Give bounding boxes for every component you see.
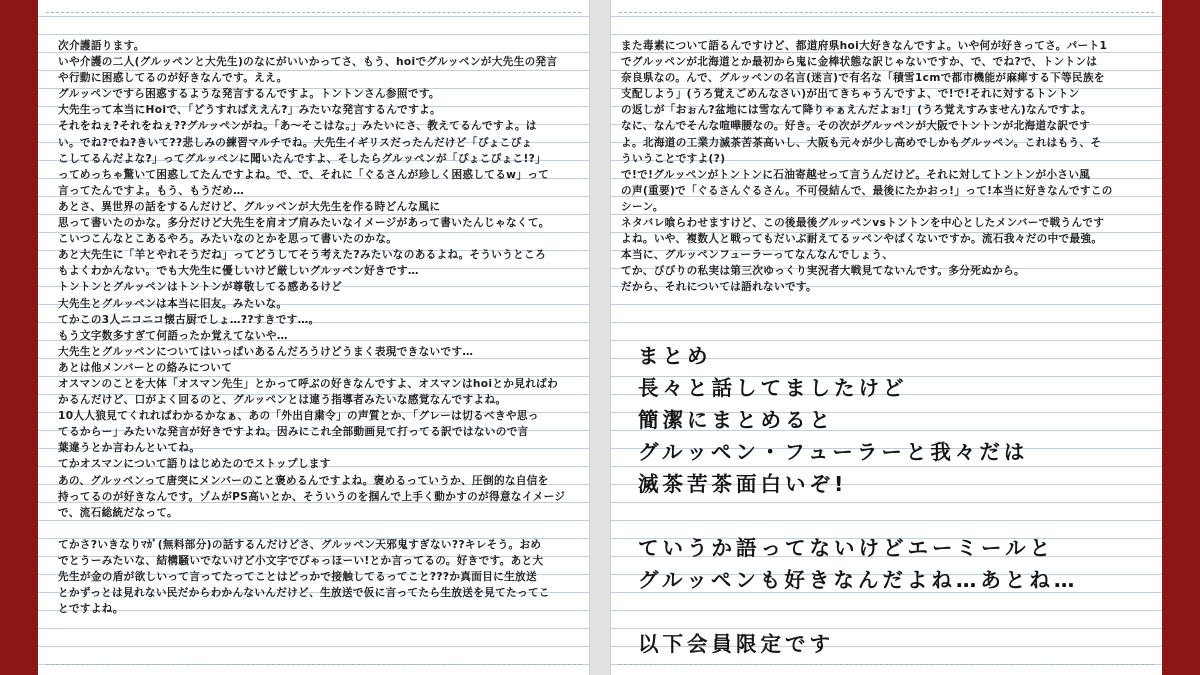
text-line: や行動に困惑してるのが好きなんです。ええ。: [58, 72, 288, 85]
right-page-text: [621, 38, 1153, 318]
text-line: ってめっちゃ驚いて困惑してたんですよね。で、で、それに「ぐるさんが珍しく困惑してるw」って: [58, 168, 550, 181]
text-line: もう文字数多すぎて何語ったか覚えてないや…: [58, 329, 288, 342]
text-line: こいつこんなとこあるやろ。みたいなのとかを思って書いたのかな。: [58, 233, 398, 246]
text-line: い。でね?でね?きいて??悲しみの練習マルチでね。大先生イギリスだったんだけど「ぴょこぴょ: [58, 136, 533, 149]
text-line: [58, 521, 580, 537]
text-line: よね。いや、複数人と戦ってもだいぶ耐えてるッペンやばくないですか。流石我々だの中で最強。: [621, 233, 1103, 246]
text-line: 支配しよう」(うろ覚えごめんなさい)が出てきちゃうんですよ、で!で!それに対するトントン: [621, 88, 1080, 101]
text-line: なに、なんでそんな喧嘩腰なの。好き。その次がグルッペンが大阪でトントンが北海道な訳です: [621, 120, 1091, 133]
text-line: で、流石総統だなって。: [58, 506, 178, 519]
text-line: で!で!グルッペンがトントンに石油寄越せって言うんだけど。それに対してトントンが小さい風: [621, 168, 1091, 181]
text-line: てか、びびりの私実は第三次ゆっくり実況者大戦見てないんです。多分死ぬから。: [621, 265, 1025, 278]
summary-line: 滅茶苦茶面白いぞ!: [638, 472, 848, 496]
summary-line: まとめ: [638, 344, 712, 368]
text-line: てるからー」みたいな発言が好きですよね。因みにこれ全部動画見て打ってる訳ではないので言: [58, 426, 529, 439]
text-line: また毒素について語るんですけど、都道府県hoi大好きなんですよ。いや何が好きってさ。パート1: [621, 40, 1108, 52]
text-line: てかこの3人ニコニコ懐古厨でしょ…??すきです…。: [58, 313, 320, 326]
summary-line: ていうか語ってないけどエーミールと: [638, 536, 1055, 560]
text-line: グルッペンですら困惑するような発言するんですよ。トントンさん参照です。: [58, 88, 440, 101]
text-line: とかずっとは見れない民だからわかんないんだけど、生放送で仮に言ってたら生放送を見てたってこ: [58, 587, 550, 600]
summary-line: 以下会員限定です: [638, 632, 834, 656]
text-line: でとうーみたいな、結構騒いでないけど小文字でぴゃっほーい!とか言ってるの。好きです。あと大: [58, 555, 544, 567]
text-line: 奈良県なの。んで、グルッペンの名言(迷言)で有名な「積雪1cmで都市機能が麻痺する下等民族を: [621, 72, 1105, 85]
text-line: 葉違うとか言わんといてね。: [58, 442, 201, 455]
text-line: よ。北海道の工業力滅茶苦茶高いし、大阪も元々が少し高めでしかもグルッペン。これはもう、そ: [621, 136, 1102, 149]
text-line: 大先生とグルッペンについてはいっぱいあるんだろうけどうまく表現できないです…: [58, 345, 474, 358]
summary-section: [638, 340, 1148, 660]
text-line: 次介護語ります。: [58, 40, 145, 52]
summary-line: 簡潔にまとめると: [638, 408, 834, 432]
summary-line: グルッペンも好きなんだよね…あとね…: [638, 568, 1079, 592]
text-line: あとさ、異世界の話をするんだけど、グルッペンが大先生を作る時どんな風に: [58, 200, 441, 213]
text-line: いや介護の二人(グルッペンと大先生)のなにがいいかってさ、もう、hoiでグルッペンが大先生の発言: [58, 56, 558, 69]
text-line: 大先生って本当にHoiで、「どうすればええん?」みたいな発言するんですよ。: [58, 104, 441, 117]
notebook-gutter: [589, 0, 611, 675]
text-line: の返しが「おぉん?盆地には雪なんて降りゃぁえんだよぉ!」(うろ覚えすみません)なんですよ。: [621, 104, 1092, 117]
text-line: てかさ?いきなりﾏｶﾞ(無料部分)の話するんだけどさ、グルッペン天邪鬼すぎない??キレそう。おめ: [58, 538, 542, 551]
text-line: あとは他メンバーとの絡みについて: [58, 361, 233, 374]
text-line: 大先生とグルッペンは本当に旧友。みたいな。: [58, 297, 288, 310]
text-line: あの、グルッペンって唐突にメンバーのこと褒めるんですよね。褒めるっていうか、圧倒的な自信を: [58, 474, 549, 487]
text-line: あと大先生に「羊とやれそうだね」ってどうしてそう考えた?みたいなのあるよね。そういうところ: [58, 249, 547, 262]
left-page-text: [58, 38, 580, 638]
text-line: とですよね。: [58, 603, 124, 616]
summary-line: [638, 596, 1148, 628]
text-line: 10人人狼見てくれればわかるかなぁ、あの「外出自粛令」の声質とか、「グレーは切るべきや思っ: [58, 410, 539, 423]
right-red-border: [1162, 0, 1200, 675]
text-line: 先生が金の盾が欲しいって言ってたってことはどっかで接触してるってこと???か真面目に生放送: [58, 571, 537, 584]
text-line: の声(重要)で「ぐるさんぐるさん。不可侵結んで、最後にたかおっ!」って!本当に好きなんですこの: [621, 184, 1113, 197]
text-line: こしてるんだよな?」ってグルッペンに聞いたんですよ、そしたらグルッペンが「ぴょこぴょこ!?」: [58, 152, 547, 165]
text-line: もよくわかんない。でも大先生に優しいけど厳しいグルッペン好きです…: [58, 265, 419, 278]
text-line: シーン。: [621, 200, 664, 213]
text-line: それをねぇ?それをねぇ??グルッペンがね。「あ〜そこはな。」みたいにさ、教えてるんですよ。は: [58, 120, 537, 133]
left-red-border: [0, 0, 38, 675]
text-line: かるんだけど、口がよく回るのと、グルッペンとは違う指導者みたいな感覚なんですよね。: [58, 394, 507, 407]
summary-line: 長々と話してましたけど: [638, 376, 908, 400]
text-line: 言ってたんですよ。もう、もうだめ…: [58, 184, 245, 197]
text-line: 思って書いたのかな。多分だけど大先生を肩オブ肩みたいなイメージがあって書いたんじゃなくて。: [58, 217, 550, 230]
summary-line: [638, 500, 1148, 532]
text-line: てかオスマンについて語りはじめたのでストップします: [58, 458, 331, 471]
summary-line: グルッペン・フューラーと我々だは: [638, 440, 1029, 464]
text-line: ういうことですよ(?): [621, 152, 726, 165]
text-line: オスマンのことを大体「オスマン先生」とかって呼ぶの好きなんですよ、オスマンはhoiとか見ればわ: [58, 377, 559, 390]
text-line: 持ってるのが好きなんです。ゾムがPS高いとか、そういうのを掴んで上手く動かすのが得意なイメージ: [58, 490, 566, 503]
text-line: ネタバレ喰らわせますけど、この後最後グルッペンvsトントンを中心としたメンバーで戦うんです: [621, 217, 1105, 230]
text-line: 本当に、グルッペンフューラーってなんなんでしょう、: [621, 249, 894, 262]
text-line: でグルッペンが北海道とか最初から鬼に金棒状態な訳じゃないですか、で、でね?で、トントンは: [621, 56, 1098, 69]
text-line: だから、それについては語れないです。: [621, 281, 817, 294]
text-line: トントンとグルッペンはトントンが尊敬してる感あるけど: [58, 281, 343, 294]
